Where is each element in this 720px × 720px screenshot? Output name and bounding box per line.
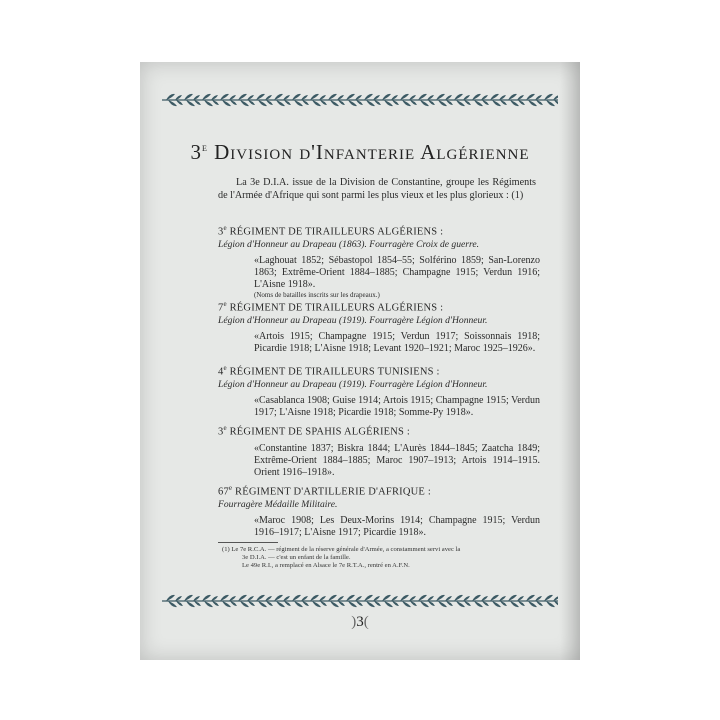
section-battles: «Maroc 1908; Les Deux-Morins 1914; Champagne 1915; Verdun 1916–1917; L'Aisne 1917; Picardie 1918».	[254, 514, 540, 538]
section-title: 3e RÉGIMENT DE SPAHIS ALGÉRIENS :	[218, 424, 411, 438]
title-text: Division d'Infanterie Algérienne	[214, 140, 530, 164]
title-number: 3	[190, 140, 202, 164]
section-3e-rsa	[218, 422, 540, 479]
page-number: )3(	[351, 614, 369, 630]
footnote-line: 3e D.I.A. — c'est un enfant de la famille.	[242, 554, 351, 561]
section-title: 3e RÉGIMENT DE TIRAILLEURS ALGÉRIENS :	[218, 224, 444, 238]
page-number-value: 3	[356, 614, 364, 630]
section-subtitle: Légion d'Honneur au Drapeau (1919). Fourragère Légion d'Honneur.	[218, 314, 488, 326]
top-ornament-border	[162, 92, 558, 108]
footnotes	[222, 546, 540, 570]
section-title: 67e RÉGIMENT D'ARTILLERIE D'AFRIQUE :	[218, 484, 431, 498]
footnote-rule	[218, 542, 278, 543]
section-3e-rta	[218, 222, 540, 300]
section-7e-rta	[218, 298, 540, 355]
title-sup: e	[201, 142, 208, 154]
section-4e-rtt	[218, 362, 540, 419]
section-battles: «Casablanca 1908; Guise 1914; Artois 1915; Champagne 1915; Verdun 1917; L'Aisne 1918; Picardie 1918; Somme-Py 1918».	[254, 394, 540, 418]
page-title	[140, 140, 580, 165]
bottom-ornament-border	[162, 593, 558, 609]
footnote-line: Le 49e R.I., a remplacé en Alsace le 7e R.T.A., rentré en A.F.N.	[242, 562, 410, 569]
section-note: (Noms de batailles inscrits sur les drapeaux.)	[254, 290, 380, 299]
section-battles: «Artois 1915; Champagne 1915; Verdun 1917; Soissonnais 1918; Picardie 1918; L'Aisne 1918; Levant 1920–1921; Maroc 1925–1926».	[254, 330, 540, 354]
section-battles: «Constantine 1837; Biskra 1844; L'Aurès 1844–1845; Zaatcha 1849; Extrême-Orient 1884–1885; Maroc 1907–1913; Artois 1914–1915. Orient 1916–1918».	[254, 442, 540, 478]
book-page	[140, 62, 580, 660]
section-subtitle: Légion d'Honneur au Drapeau (1919). Fourragère Légion d'Honneur.	[218, 378, 488, 390]
section-title: 7e RÉGIMENT DE TIRAILLEURS ALGÉRIENS :	[218, 300, 444, 314]
section-67e-raa	[218, 482, 540, 539]
footnote-line: (1) Le 7e R.C.A. — régiment de la réserve générale d'Armée, a constamment servi avec la	[222, 546, 461, 553]
intro-paragraph: La 3e D.I.A. issue de la Division de Constantine, groupe les Régiments de l'Armée d'Afrique qui sont parmi les plus vieux et les plus glorieux : (1)	[218, 177, 536, 201]
section-subtitle: Légion d'Honneur au Drapeau (1863). Fourragère Croix de guerre.	[218, 238, 480, 250]
section-battles: «Laghouat 1852; Sébastopol 1854–55; Solférino 1859; San-Lorenzo 1863; Extrême-Orient 1884–1885; Champagne 1915; Verdun 1916; L'Aisne 1918».	[254, 254, 540, 290]
section-subtitle: Fourragère Médaille Militaire.	[218, 498, 338, 510]
section-title: 4e RÉGIMENT DE TIRAILLEURS TUNISIENS :	[218, 364, 440, 378]
